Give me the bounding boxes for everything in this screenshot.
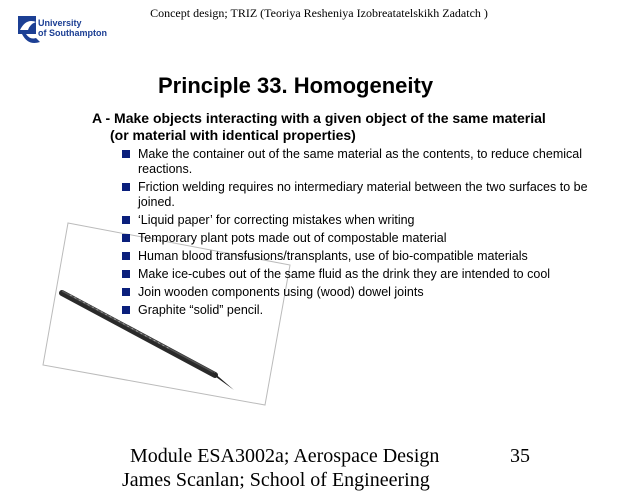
square-bullet-icon xyxy=(122,216,130,224)
bullet-text: Make ice-cubes out of the same fluid as the drink they are intended to cool xyxy=(138,267,551,281)
square-bullet-icon xyxy=(122,288,130,296)
list-item xyxy=(122,285,592,300)
heading-line2: (or material with identical properties) xyxy=(110,127,356,143)
header-text: Concept design; TRIZ (Teoriya Resheniya Izobreatatelskikh Zadatch ) xyxy=(150,6,488,20)
list-item xyxy=(122,147,592,177)
footer-author: James Scanlan; School of Engineering xyxy=(122,469,430,491)
bullet-text: Friction welding requires no intermediary material between the two surfaces to be joined. xyxy=(138,180,588,209)
square-bullet-icon xyxy=(122,270,130,278)
page-number: 35 xyxy=(510,445,530,467)
bullet-list xyxy=(122,147,592,321)
list-item xyxy=(122,180,592,210)
list-item xyxy=(122,231,592,246)
bullet-text: Temporary plant pots made out of compostable material xyxy=(138,231,447,245)
bullet-text: Make the container out of the same material as the contents, to reduce chemical reactions. xyxy=(138,147,582,176)
bullet-text: Graphite “solid” pencil. xyxy=(138,303,264,317)
square-bullet-icon xyxy=(122,234,130,242)
list-item xyxy=(122,249,592,264)
footer-module: Module ESA3002a; Aerospace Design xyxy=(130,445,440,467)
list-item xyxy=(122,213,592,228)
square-bullet-icon xyxy=(122,252,130,260)
square-bullet-icon xyxy=(122,183,130,191)
logo-text xyxy=(38,18,107,38)
principle-heading xyxy=(92,110,602,144)
heading-line1: A - Make objects interacting with a given object of the same material xyxy=(92,110,546,126)
square-bullet-icon xyxy=(122,306,130,314)
logo-line2: of Southampton xyxy=(38,28,107,38)
bullet-text: Join wooden components using (wood) dowel joints xyxy=(138,285,424,299)
slide-title: Principle 33. Homogeneity xyxy=(158,73,434,98)
list-item xyxy=(122,267,592,282)
square-bullet-icon xyxy=(122,150,130,158)
logo-line1: University xyxy=(38,18,82,28)
list-item xyxy=(122,303,592,318)
bullet-text: ‘Liquid paper’ for correcting mistakes when writing xyxy=(138,213,415,227)
bullet-text: Human blood transfusions/transplants, use of bio-compatible materials xyxy=(138,249,528,263)
